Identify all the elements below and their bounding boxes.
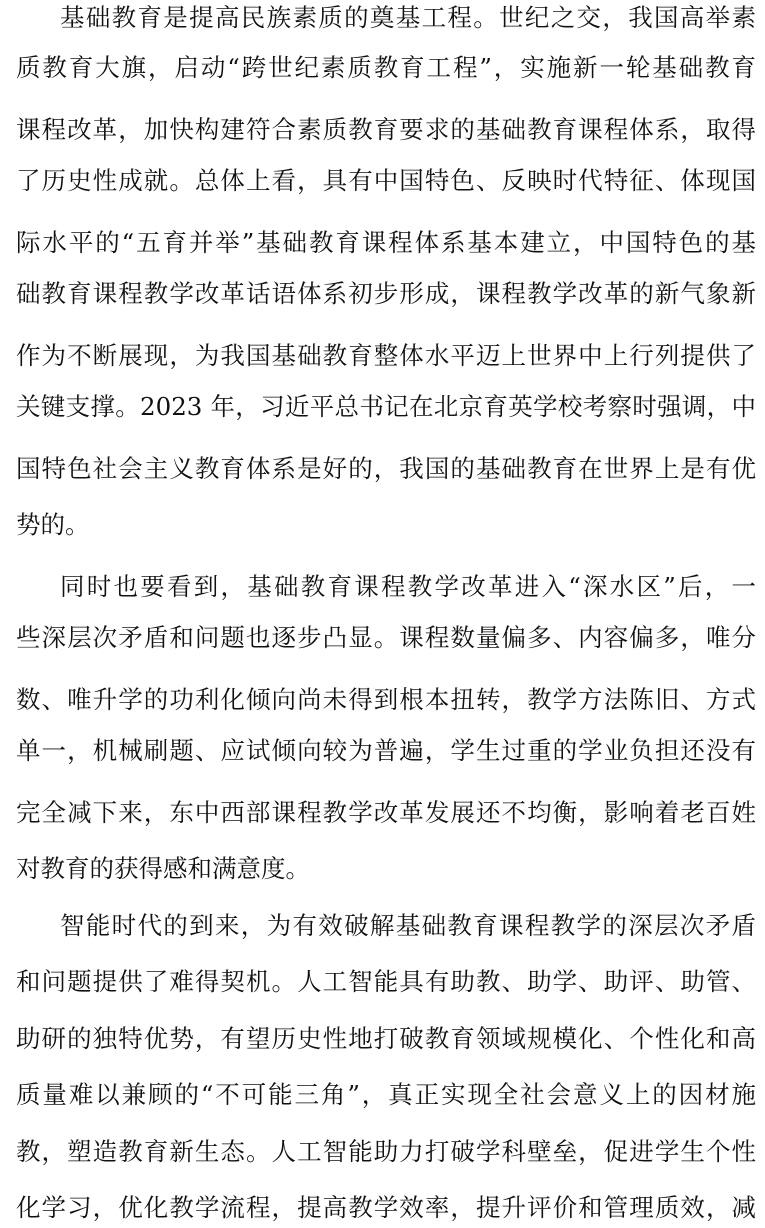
- paragraph-2-line-5: 完全减下来，东中西部课程教学改革发展还不均衡，影响着老百姓: [16, 798, 756, 827]
- paragraph-2-line-2: 些深层次矛盾和问题也逐步凸显。课程数量偏多、内容偏多，唯分: [16, 623, 756, 652]
- paragraph-2-line-3: 数、唯升学的功利化倾向尚未得到根本扭转，教学方法陈旧、方式: [16, 685, 756, 714]
- paragraph-1-line-4: 了历史性成就。总体上看，具有中国特色、反映时代特征、体现国: [16, 166, 756, 195]
- paragraph-3-line-3: 助研的独特优势，有望历史性地打破教育领域规模化、个性化和高: [16, 1024, 756, 1053]
- paragraph-3-line-2: 和问题提供了难得契机。人工智能具有助教、助学、助评、助管、: [16, 967, 756, 996]
- paragraph-1-line-6: 础教育课程教学改革话语体系初步形成，课程教学改革的新气象新: [16, 279, 756, 308]
- paragraph-1-line-10: 势的。: [16, 510, 90, 539]
- paragraph-1-line-3: 课程改革，加快构建符合素质教育要求的基础教育课程体系，取得: [16, 115, 756, 144]
- paragraph-2-line-6: 对教育的获得感和满意度。: [16, 854, 310, 883]
- paragraph-1-line-7: 作为不断展现，为我国基础教育整体水平迈上世界中上行列提供了: [16, 341, 756, 370]
- paragraph-3-line-1: 智能时代的到来，为有效破解基础教育课程教学的深层次矛盾: [60, 911, 756, 940]
- paragraph-3-line-6: 化学习，优化教学流程，提高教学效率，提升评价和管理质效，减: [16, 1193, 756, 1222]
- paragraph-1-line-5: 际水平的“五育并举”基础教育课程体系基本建立，中国特色的基: [16, 228, 756, 257]
- paragraph-2-line-1: 同时也要看到，基础教育课程教学改革进入“深水区”后，一: [60, 572, 756, 601]
- paragraph-1-line-1: 基础教育是提高民族素质的奠基工程。世纪之交，我国高举素: [60, 3, 756, 32]
- paragraph-2-line-4: 单一，机械刷题、应试倾向较为普遍，学生过重的学业负担还没有: [16, 736, 756, 765]
- paragraph-3-line-5: 教，塑造教育新生态。人工智能助力打破学科壁垒，促进学生个性: [16, 1137, 756, 1166]
- paragraph-3-line-4: 质量难以兼顾的“不可能三角”，真正实现全社会意义上的因材施: [16, 1080, 756, 1109]
- paragraph-1-line-9: 国特色社会主义教育体系是好的，我国的基础教育在世界上是有优: [16, 454, 756, 483]
- paragraph-1-line-8: 关键支撑。2023 年，习近平总书记在北京育英学校考察时强调，中: [16, 392, 756, 421]
- paragraph-1-line-2: 质教育大旗，启动“跨世纪素质教育工程”，实施新一轮基础教育: [16, 53, 756, 82]
